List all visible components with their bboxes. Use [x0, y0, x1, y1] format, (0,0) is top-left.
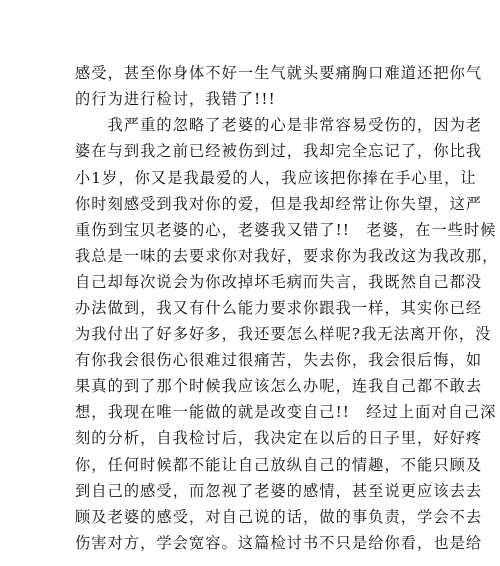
text-line: 你，任何时候都不能让自己放纵自己的情趣，不能只顾及	[75, 456, 483, 474]
text-line: 刻的分析，自我检讨后，我决定在以后的日子里，好好疼	[75, 429, 483, 447]
text-line: 的行为进行检讨，我错了!!!	[75, 90, 276, 108]
text-line: 重伤到宝贝老婆的心，老婆我又错了!! 老婆，在一些时候	[75, 221, 497, 239]
text-line: 婆在与到我之前已经被伤到过，我却完全忘记了，你比我	[75, 142, 483, 160]
text-line: 果真的到了那个时候我应该怎么办呢，连我自己都不敢去	[75, 377, 483, 395]
text-line: 自己却每次说会为你改掉坏毛病而失言，我既然自己都没	[75, 273, 483, 291]
text-line: 伤害对方，学会宽容。这篇检讨书不只是给你看，也是给	[75, 534, 483, 552]
text-line: 我总是一味的去要求你对我好，要求你为我改这为我改那，	[75, 247, 499, 265]
text-line: 小1岁，你又是我最爱的人，我应该把你捧在手心里，让	[75, 169, 477, 187]
text-line: 到自己的感受，而忽视了老婆的感情，甚至说更应该去去	[75, 482, 483, 500]
text-line: 你时刻感受到我对你的爱，但是我却经常让你失望，这严	[75, 195, 483, 213]
text-line: 感受，甚至你身体不好一生气就头要痛胸口难道还把你气	[75, 64, 483, 82]
text-line: 想，我现在唯一能做的就是改变自己!! 经过上面对自己深	[75, 403, 497, 421]
text-line: 有你我会很伤心很难过很痛苦，失去你，我会很后悔，如	[75, 351, 483, 369]
text-line: 办法做到，我又有什么能力要求你跟我一样，其实你已经	[75, 299, 483, 317]
text-line: 为我付出了好多好多，我还要怎么样呢?我无法离开你，没	[75, 325, 492, 343]
text-line: 顾及老婆的感受，对自己说的话，做的事负责，学会不去	[75, 508, 483, 526]
text-line: 我严重的忽略了老婆的心是非常容易受伤的，因为老	[75, 116, 483, 134]
